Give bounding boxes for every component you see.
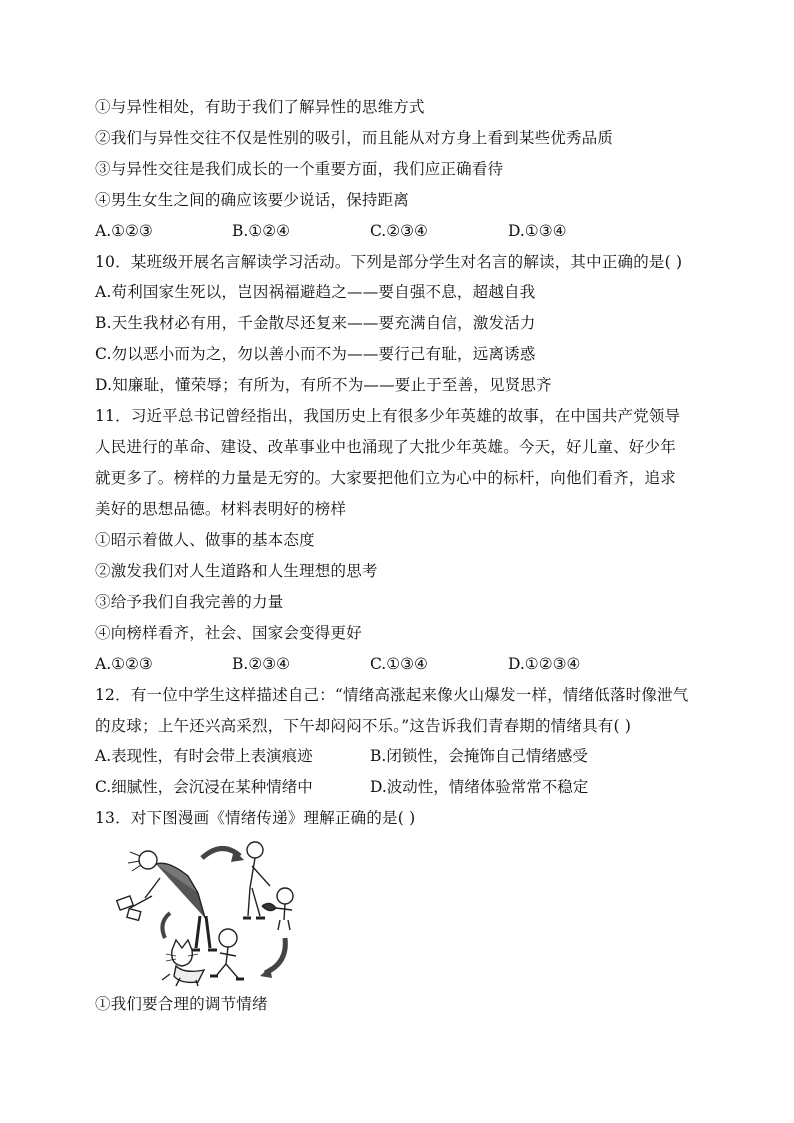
q9-option-c: C.②③④ (370, 222, 428, 240)
q12-option-b: B.闭锁性，会掩饰自己情绪感受 (370, 747, 588, 765)
q11-stem-line-3: 就更多了。榜样的力量是无穷的。大家要把他们立为心中的标杆，向他们看齐，追求 (95, 469, 676, 487)
q9-item-4: ④男生女生之间的确应该要少说话，保持距离 (95, 191, 410, 209)
q11-item-4: ④向榜样看齐，社会、国家会变得更好 (95, 624, 362, 642)
pointing-man-figure (243, 842, 276, 918)
q11-option-d: D.①②③④ (508, 655, 581, 673)
q11-option-c: C.①③④ (370, 655, 428, 673)
q11-option-a: A.①②③ (95, 655, 153, 673)
q9-option-d: D.①③④ (508, 222, 567, 240)
crying-child-figure (276, 888, 293, 930)
q12-option-a: A.表现性，有时会带上表演痕迹 (95, 747, 313, 765)
kicking-child-figure (210, 929, 244, 979)
q11-stem-line-1: 11．习近平总书记曾经指出，我国历史上有很多少年英雄的故事，在中国共产党领导 (95, 407, 681, 425)
q11-option-b: B.②③④ (232, 655, 291, 673)
q9-item-2: ②我们与异性交往不仅是性别的吸引，而且能从对方身上看到某些优秀品质 (95, 129, 614, 147)
q10-stem: 10．某班级开展名言解读学习活动。下列是部分学生对名言的解读，其中正确的是( ) (95, 253, 683, 271)
q9-item-3: ③与异性交往是我们成长的一个重要方面，我们应正确看待 (95, 160, 504, 178)
cat-figure (162, 940, 204, 986)
q10-option-b: B.天生我材必有用，千金散尽还复来——要充满自信，激发活力 (95, 314, 536, 332)
q10-option-d: D.知廉耻，懂荣辱；有所为，有所不为——要止于至善，见贤思齐 (95, 376, 552, 394)
q9-option-a: A.①②③ (95, 222, 153, 240)
q9-item-1: ①与异性相处，有助于我们了解异性的思维方式 (95, 98, 425, 116)
q12-stem-line-1: 12．有一位中学生这样描述自己：“情绪高涨起来像火山爆发一样，情绪低落时像泄气 (95, 686, 689, 704)
q12-option-d: D.波动性，情绪体验常常不稳定 (370, 778, 589, 796)
q11-item-2: ②激发我们对人生道路和人生理想的思考 (95, 562, 378, 580)
q13-item-1: ①我们要合理的调节情绪 (95, 995, 268, 1013)
q11-options (95, 654, 715, 674)
q12-options-row-1 (95, 746, 715, 766)
emotion-transfer-cartoon (110, 838, 295, 988)
q11-item-1: ①昭示着做人、做事的基本态度 (95, 531, 315, 549)
q10-option-a: A.苟利国家生死以，岂因祸福避趋之——要自强不息，超越自我 (95, 283, 536, 301)
shouting-boss-figure (117, 851, 217, 950)
q12-options-row-2 (95, 777, 715, 797)
q9-options (95, 221, 715, 241)
q9-option-b: B.①②④ (232, 222, 291, 240)
q12-option-c: C.细腻性，会沉浸在某种情绪中 (95, 778, 313, 796)
q13-stem: 13．对下图漫画《情绪传递》理解正确的是( ) (95, 809, 416, 827)
q10-option-c: C.勿以恶小而为之，勿以善小而不为——要行己有耻，远离诱惑 (95, 345, 536, 363)
q12-stem-line-2: 的皮球；上午还兴高采烈，下午却闷闷不乐。”这告诉我们青春期的情绪具有( ) (95, 717, 632, 735)
q11-item-3: ③给予我们自我完善的力量 (95, 593, 284, 611)
q11-stem-line-2: 人民进行的革命、建设、改革事业中也涌现了大批少年英雄。今天，好儿童、好少年 (95, 438, 676, 456)
arrow-curve-icon (265, 938, 285, 973)
q11-stem-line-4: 美好的思想品德。材料表明好的榜样 (95, 500, 347, 518)
